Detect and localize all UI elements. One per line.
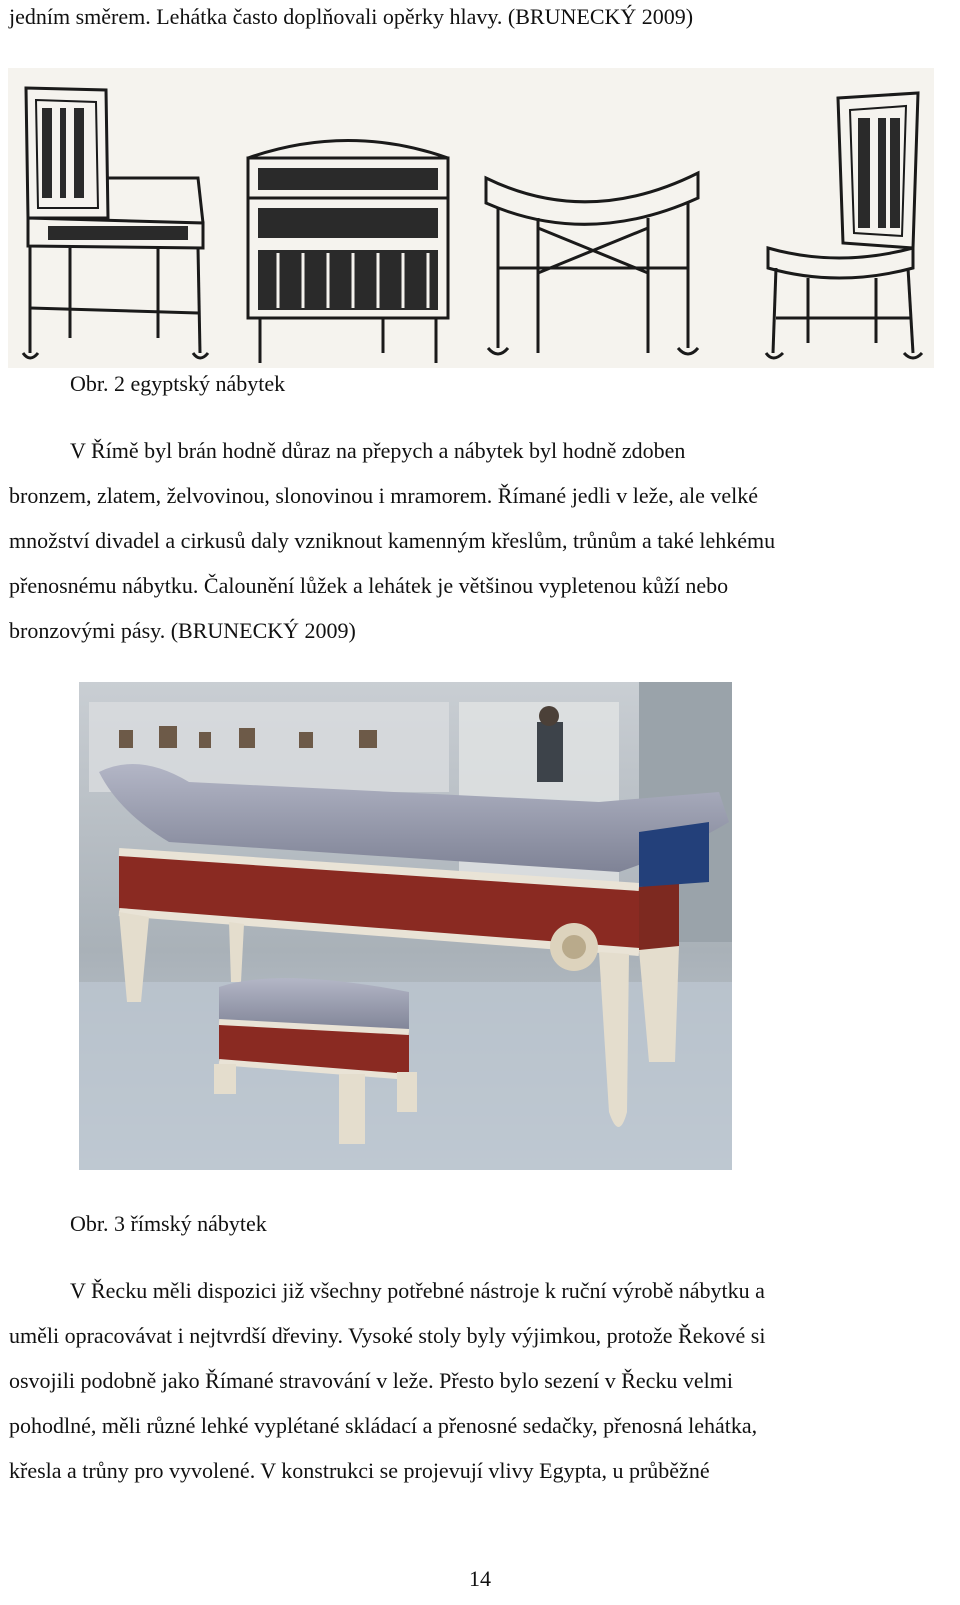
figure-caption: Obr. 3 římský nábytek	[70, 1211, 267, 1236]
text-line: množství divadel a cirkusů daly vzniknout kamenným křeslům, trůnům a také lehkému	[9, 528, 776, 553]
text-line: V Řecku měli dispozici již všechny potřebné nástroje k ruční výrobě nábytku a	[70, 1278, 765, 1303]
egyptian-furniture-image	[8, 68, 934, 368]
figure-caption: Obr. 2 egyptský nábytek	[70, 371, 286, 396]
roman-furniture-image	[79, 682, 732, 1170]
text-line: bronzovými pásy. (BRUNECKÝ 2009)	[9, 618, 356, 643]
text-line: jedním směrem. Lehátka často doplňovali opěrky hlavy. (BRUNECKÝ 2009)	[9, 4, 694, 29]
text-line: V Římě byl brán hodně důraz na přepych a nábytek byl hodně zdoben	[70, 438, 686, 463]
text-line: přenosnému nábytku. Čalounění lůžek a lehátek je většinou vypletenou kůží nebo	[9, 573, 729, 598]
text-line: bronzem, zlatem, želvovinou, slonovinou i mramorem. Římané jedli v leže, ale velké	[9, 483, 758, 508]
text-line: uměli opracovávat i nejtvrdší dřeviny. Vysoké stoly byly výjimkou, protože Řekové si	[9, 1323, 766, 1348]
text-line: pohodlné, měli různé lehké vyplétané skládací a přenosné sedačky, přenosná lehátka,	[9, 1413, 758, 1438]
text-line: osvojili podobně jako Římané stravování v leže. Přesto bylo sezení v Řecku velmi	[9, 1368, 734, 1393]
text-line: křesla a trůny pro vyvolené. V konstrukci se projevují vlivy Egypta, u průběžné	[9, 1458, 710, 1483]
page-number: 14	[469, 1566, 491, 1591]
